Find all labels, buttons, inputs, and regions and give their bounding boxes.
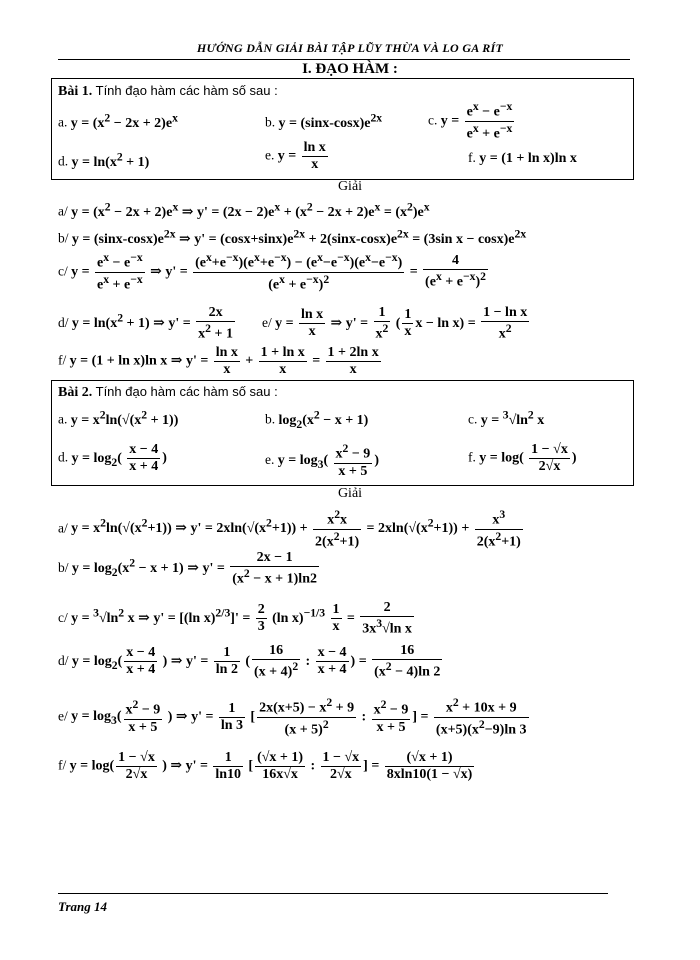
page-number: Trang 14 xyxy=(58,899,107,914)
solution-2b: b/ $y = \log_2(x^2 - x + 1)$ ⇒ y' = $\frac{2x - 1}{(x^2 - x + 1)\ln 2}$ xyxy=(58,550,317,587)
exercise-2-item-e: e. $y = \log_3$( $\frac{x^2 - 9}{x + 5}$ ) xyxy=(265,442,379,479)
solution-2c: c/ $y = ^3√\ln^2$ x ⇒ y' = [(ln x)$^{2/3}$]' = $\frac{2}{3}$ (ln x)$^{-1/3}$ $\frac{1}{x}$ = $\frac{2}{3x^3√\ln x}$ xyxy=(58,600,412,637)
solution-1d: d/ $y = \ln(x^2 + 1)$ ⇒ y' = $\frac{2x}{x^2 + 1}$ xyxy=(58,305,233,342)
solution-1-heading: Giải xyxy=(337,179,363,194)
exercise-1-item-d: d. $y = \ln(x^2 + 1)$ xyxy=(58,150,150,170)
solution-1c: c/ y = $\frac{e^x - e^{-x}}{e^x + e^{-x}}$ ⇒ y' = $\frac{(e^x+e^{-x})(e^x+e^{-x}) - (e^x-e^{-x})(e^x-e^{-x})}{(e^x + e^{-x})^2}$ = $\frac{4}{(e^x + e^{-x})^2}$ xyxy=(58,251,486,293)
solution-1e: e/ y = $\frac{\text{ln x}}{x}$ ⇒ y' = $\frac{1}{x^2}$ ( $\frac{1}{x}$ x − ln x) = $\frac{\text{1 − ln x}}{x^2}$ xyxy=(262,305,528,342)
solution-2a: a/ $y = x^2\ln(√(x^2+1))$ ⇒ $y' = 2xln(√(x^2+1))$ + $\frac{x^2x}{2(x^2+1)}$ = $2xln(√(x^2+1))$ + $\frac{x^3}{2(x^2+1)}$ xyxy=(58,508,521,550)
exercise-1-item-c: c. y = $\frac{e^x - e^{-x}}{e^x + e^{-x}}$ xyxy=(428,100,513,142)
exercise-1-prompt: Bài 1. Tính đạo hàm các hàm số sau : xyxy=(58,83,278,99)
exercise-2-item-b: b. $\log_2(x^2 - x + 1)$ xyxy=(265,408,369,431)
exercise-2-item-d: d. $y = \log_2$( $\frac{x - 4}{x + 4}$ ) xyxy=(58,442,167,475)
solution-1f: f/ y = (1 + ln x)ln x ⇒ y' = $\frac{\text{ln x}}{x}$ + $\frac{\text{1 + ln x}}{x}$ = $\frac{\text{1 + 2ln x}}{x}$ xyxy=(58,345,379,378)
section-title: I. ĐẠO HÀM : xyxy=(302,61,398,77)
solution-1a: a/ $y = (x^2 - 2x + 2)e^x$ ⇒ $y' = (2x - 2)e^x + (x^2 - 2x + 2)e^x = (x^2)e^x$ xyxy=(58,200,430,220)
page-header: HƯỚNG DẪN GIẢI BÀI TẬP LŨY THỪA VÀ LO GA RÍT xyxy=(196,41,504,55)
exercise-2-item-c: c. $y = ^3√\ln^2$ x xyxy=(468,408,545,428)
solution-2-heading: Giải xyxy=(337,486,363,501)
solution-2f: f/ y = log( $\frac{1 - √x}{2√x}$ ) ⇒ y' = $\frac{1}{\ln 10}$ [ $\frac{(√x + 1)}{16x√x}$ : $\frac{1 - √x}{2√x}$ ] = $\frac{(√x + 1)}{8xln10(1 - √x)}$ xyxy=(58,750,473,783)
solution-2e: e/ $y = \log_3$( $\frac{x^2 - 9}{x + 5}$ ) ⇒ y' = $\frac{1}{\ln 3}$ [ $\frac{2x(x+5) - x^2 + 9}{(x + 5)^2}$ : $\frac{x^2 - 9}{x + 5}$ ] = $\frac{x^2 + 10x + 9}{(x+5)(x^2-9)\ln 3}$ xyxy=(58,696,527,738)
header-rule xyxy=(58,59,630,60)
exercise-1-item-e: e. y = $\frac{\text{ln x}}{x}$ xyxy=(265,140,326,173)
exercise-1-item-f: f. y = (1 + ln x)ln x xyxy=(468,150,577,166)
exercise-2-prompt: Bài 2. Tính đạo hàm các hàm số sau : xyxy=(58,384,278,400)
solution-1b: b/ $y = (\sin x-\cos x)e^{2x}$ ⇒ $y' = (\cos x+\sin x)e^{2x} + 2(\sin x-\cos x)e^{2x} = (3\sin$ $x - \cos x)e^{2x}$ xyxy=(58,227,527,247)
exercise-1-item-b: b. $y = (\sin x-\cos x)e^{2x}$ xyxy=(265,111,383,131)
exercise-2-item-f: f. y = log( $\frac{1 - √x}{2√x}$ ) xyxy=(468,442,577,475)
exercise-2-item-a: a. $y = x^2\ln(√(x^2 + 1))$ xyxy=(58,408,179,428)
exercise-1-item-a: a. $y = (x^2 - 2x + 2)e^x$ xyxy=(58,111,178,131)
solution-2d: d/ $y = \log_2$( $\frac{x - 4}{x + 4}$ ) ⇒ y' = $\frac{1}{\ln 2}$ ( $\frac{16}{(x + 4)^2}$ : $\frac{x - 4}{x + 4}$ ) = $\frac{16}{(x^2 - 4)\ln 2}$ xyxy=(58,643,441,680)
footer-rule xyxy=(58,893,608,894)
